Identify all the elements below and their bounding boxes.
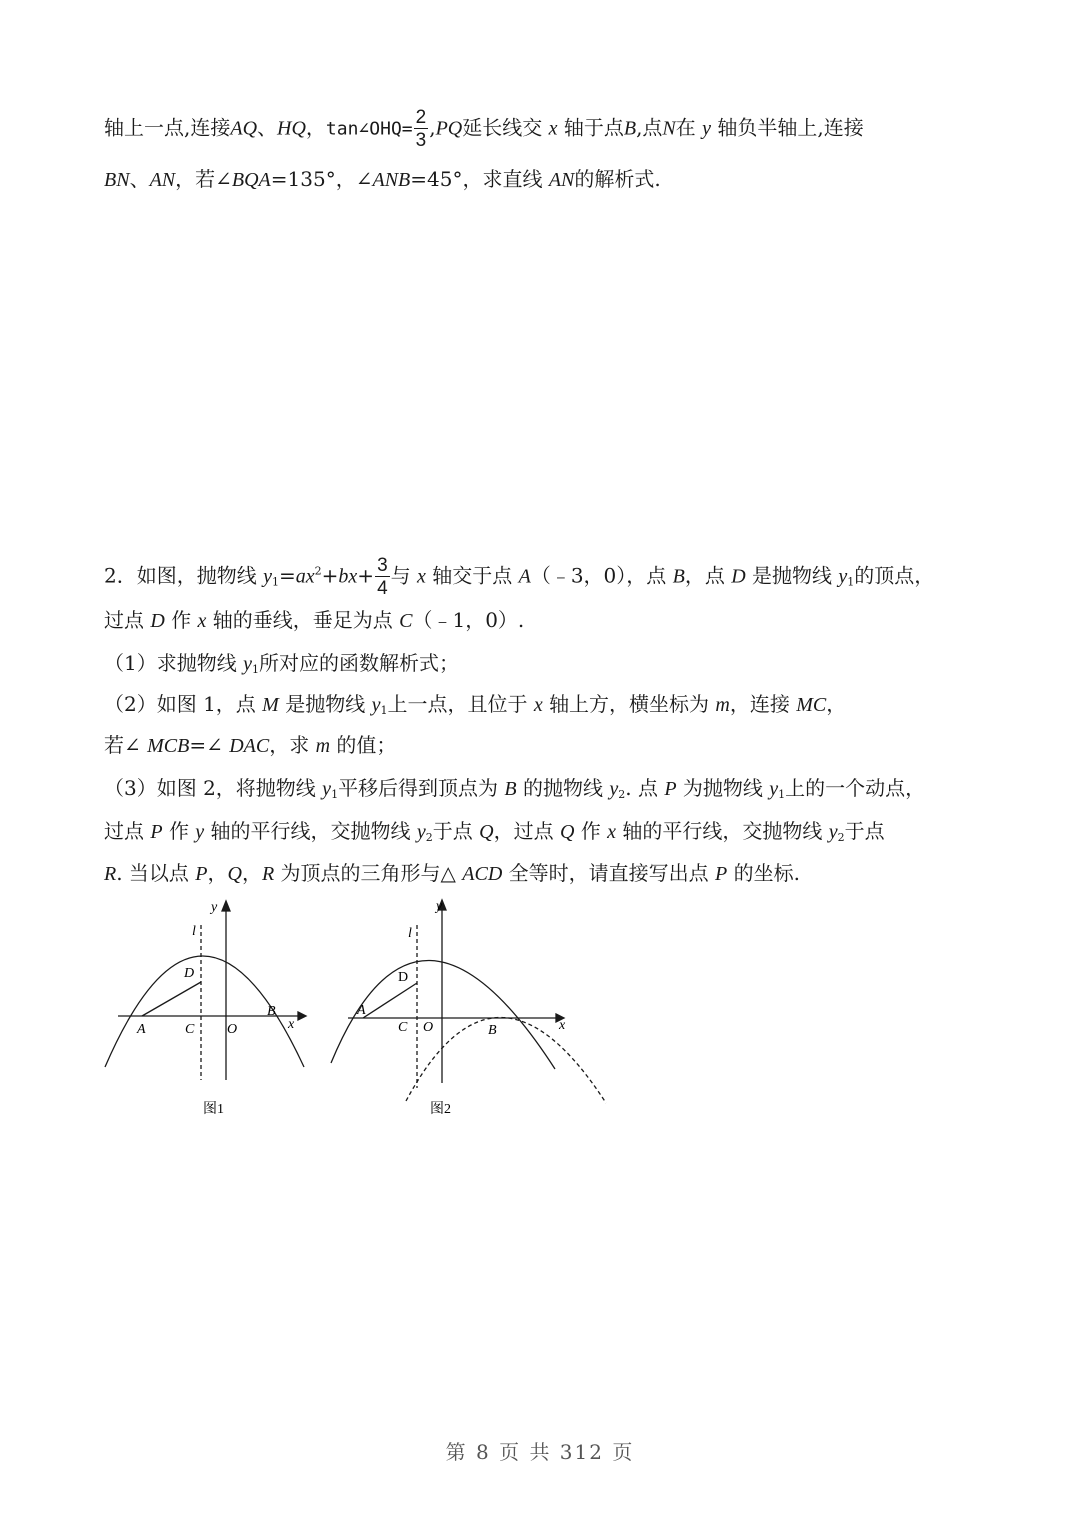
text: 全等时，请直接写出点: [508, 861, 709, 885]
q2-line-3: [104, 653, 459, 675]
label-d: D: [184, 966, 195, 981]
text: ，连接: [729, 692, 790, 716]
caption-fig2: 图2: [430, 1102, 451, 1117]
var-y: y: [828, 821, 838, 843]
var-c: C: [399, 610, 413, 632]
text: 轴交于点: [432, 563, 513, 588]
text: 轴负半轴上,连接: [717, 115, 864, 140]
label-c: C: [185, 1022, 195, 1037]
text: 为抛物线: [682, 776, 763, 800]
text: ，点: [684, 563, 725, 588]
var-y: y: [609, 778, 619, 800]
label-y: y: [211, 900, 218, 915]
text: 作: [171, 608, 192, 632]
text: 轴于点: [563, 115, 624, 140]
var-x: x: [533, 694, 543, 716]
var-q: Q: [559, 821, 575, 843]
var-q: Q: [227, 863, 242, 885]
q1-line-1: [104, 108, 864, 150]
text: 是抛物线: [752, 563, 833, 588]
text: +: [321, 563, 339, 588]
figure-2: [328, 893, 613, 1125]
text: ,: [429, 115, 436, 140]
var-bn: BN: [104, 169, 130, 191]
label-y: y: [436, 899, 443, 914]
text: ，过点: [493, 819, 554, 843]
label-l: l: [408, 926, 412, 941]
text: 上一点，且位于: [387, 692, 528, 716]
var-y: y: [243, 653, 252, 675]
var-r: R: [104, 863, 117, 885]
text: =: [278, 563, 296, 588]
fraction-2-3: [414, 108, 429, 150]
var-ax: ax: [295, 565, 315, 588]
subscript: 1: [271, 575, 279, 589]
text: ，求: [269, 733, 310, 757]
var-d: D: [731, 565, 746, 588]
label-x: x: [559, 1018, 566, 1033]
text: 过点: [104, 608, 144, 632]
text: 的值；: [336, 733, 397, 757]
var-an: AN: [149, 169, 176, 191]
text: ，: [826, 692, 847, 716]
label-l: l: [192, 924, 196, 939]
text: （3）如图 2，将抛物线: [104, 776, 316, 800]
var-p: P: [150, 821, 163, 843]
text: 延长线交: [462, 115, 543, 140]
text: 的抛物线: [523, 776, 603, 800]
text: 若∠: [104, 733, 141, 757]
q2-line-5: [104, 735, 396, 756]
page-footer: 第 8 页 共 312 页: [445, 1440, 635, 1464]
text: 与: [390, 563, 411, 588]
text: 过点: [104, 819, 144, 843]
text: （﹣3，0），点: [530, 563, 667, 588]
figure-1: [100, 895, 315, 1125]
var-m: M: [262, 694, 279, 716]
var-y: y: [769, 778, 779, 800]
label-b: B: [267, 1004, 276, 1019]
var-y: y: [416, 821, 426, 843]
numerator: 3: [377, 555, 388, 576]
q2-line-7: [104, 821, 885, 843]
subscript: 1: [251, 663, 259, 676]
label-o: O: [227, 1022, 238, 1037]
text: 作: [168, 819, 189, 843]
text: 作: [580, 819, 601, 843]
subscript: 2: [837, 831, 845, 844]
var-bqa: BQA: [231, 169, 271, 191]
q1-line-2: [104, 169, 661, 190]
text: 轴的垂线，垂足为点: [212, 608, 393, 632]
var-dac: DAC: [229, 735, 270, 757]
var-x: x: [417, 565, 426, 588]
text: ,点: [636, 115, 663, 140]
subscript: 2: [425, 831, 433, 844]
superscript: 2: [314, 564, 322, 578]
var-y: y: [263, 565, 272, 588]
text: （1）求抛物线: [104, 651, 237, 675]
text: ，: [207, 861, 228, 885]
text: =135°，∠: [270, 167, 373, 191]
label-a: A: [357, 1003, 366, 1018]
text: . 点: [625, 776, 658, 800]
var-d: D: [150, 610, 165, 632]
subscript: 1: [778, 788, 786, 801]
var-y: y: [702, 117, 712, 140]
text: 轴的平行线，交抛物线: [210, 819, 411, 843]
q2-line-4: [104, 694, 846, 716]
var-b: B: [672, 565, 685, 588]
text: 的顶点，: [854, 563, 935, 588]
text: 轴上一点,连接: [104, 115, 231, 140]
q2-line-8: [104, 863, 800, 884]
segment-ad: [363, 983, 417, 1018]
text: 于点: [432, 819, 473, 843]
denominator: 4: [377, 578, 388, 599]
tan-expr: tan∠OHQ=: [325, 118, 413, 140]
subscript: 1: [380, 704, 388, 717]
parabola-y2: [406, 1017, 606, 1103]
label-b: B: [488, 1023, 497, 1038]
text: ，: [305, 115, 326, 140]
text: =∠: [189, 733, 223, 757]
q2-line-1: [104, 556, 934, 598]
var-y: y: [838, 565, 848, 588]
var-p: P: [715, 863, 728, 885]
var-n: N: [662, 117, 676, 140]
var-m-lower: m: [315, 735, 331, 757]
text: =45°，求直线: [410, 167, 543, 191]
numerator: 2: [415, 107, 427, 128]
text: . 当以点: [116, 861, 189, 885]
text: ，: [241, 861, 262, 885]
var-x: x: [197, 610, 207, 632]
text: （﹣1，0）.: [412, 608, 525, 632]
var-q: Q: [479, 821, 494, 843]
text: 在: [675, 115, 696, 140]
subscript: 2: [618, 788, 626, 801]
var-acd: ACD: [462, 863, 503, 885]
text: 2．如图，抛物线: [104, 563, 257, 588]
var-mc: MC: [796, 694, 827, 716]
subscript: 1: [331, 788, 339, 801]
var-pq: PQ: [435, 117, 463, 140]
label-a: A: [137, 1022, 146, 1037]
text: 上的一个动点，: [785, 776, 926, 800]
var-p: P: [664, 778, 677, 800]
text: 平移后得到顶点为: [338, 776, 499, 800]
label-x: x: [288, 1017, 295, 1032]
var-r: R: [261, 863, 275, 885]
text: 轴上方，横坐标为: [549, 692, 710, 716]
text: 的坐标.: [733, 861, 800, 885]
text: ，若∠: [175, 167, 232, 191]
text: 轴的平行线，交抛物线: [622, 819, 823, 843]
text: 所对应的函数解析式；: [258, 651, 459, 675]
text: 、: [257, 115, 278, 140]
var-bx: bx: [338, 565, 358, 588]
subscript: 1: [847, 575, 855, 589]
var-x: x: [607, 821, 617, 843]
q2-line-2: [104, 610, 524, 631]
text: 、: [129, 167, 150, 191]
label-c: C: [398, 1020, 408, 1035]
var-a: A: [518, 565, 531, 588]
var-m-lower: m: [715, 694, 730, 716]
text: 为顶点的三角形与△: [280, 861, 456, 885]
var-x: x: [548, 117, 558, 140]
text: 于点: [844, 819, 885, 843]
var-y: y: [371, 694, 381, 716]
var-mcb: MCB: [147, 735, 190, 757]
var-aq: AQ: [230, 117, 258, 140]
x-axis-arrow: [298, 1012, 306, 1020]
text: （2）如图 1，点: [104, 692, 256, 716]
text: 的解析式.: [574, 167, 661, 191]
label-o: O: [423, 1020, 434, 1035]
denominator: 3: [415, 130, 427, 151]
text: 是抛物线: [285, 692, 366, 716]
y-axis-arrow: [222, 901, 230, 911]
fraction-3-4: [375, 556, 390, 598]
text: +: [357, 563, 375, 588]
var-anb: ANB: [372, 169, 411, 191]
var-an: AN: [548, 169, 575, 191]
var-y: y: [322, 778, 332, 800]
var-b: B: [623, 117, 637, 140]
caption-fig1: 图1: [203, 1102, 224, 1117]
var-hq: HQ: [277, 117, 306, 140]
var-p: P: [195, 863, 208, 885]
var-y: y: [195, 821, 205, 843]
var-b: B: [504, 778, 517, 800]
q2-line-6: [104, 778, 925, 800]
label-d: D: [398, 970, 409, 985]
